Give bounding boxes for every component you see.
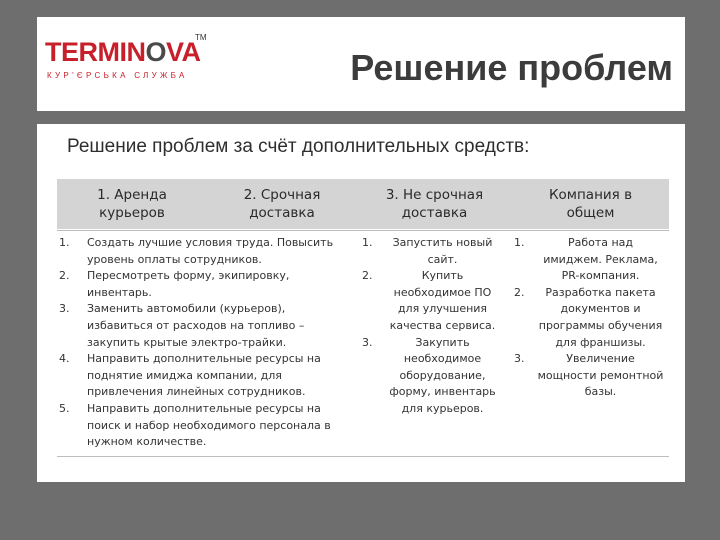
list-item: 1. Создать лучшие условия труда. Повысить уровень оплаты сотрудников. <box>59 236 334 266</box>
list-item: 2. Купить необходимое ПО для улучшения качества сервиса. <box>362 269 496 332</box>
table-header <box>57 179 669 229</box>
logo-wordmark: TERMINOVA <box>45 37 201 67</box>
list-item: 3. Закупить необходимое оборудование, форму, инвентарь для курьеров. <box>362 335 496 415</box>
column-header-1: 1. Аренда курьеров <box>97 187 167 221</box>
column-3-list <box>360 235 500 418</box>
list-item: 3. Увеличение мощности ремонтной базы. <box>514 352 664 399</box>
logo-subtitle: КУР'ЄРСЬКА СЛУЖБА <box>47 71 188 80</box>
slide-title: Решение проблем <box>350 47 673 88</box>
list-item: 3. Заменить автомобили (курьеров), избавиться от расходов на топливо – закупить крытые электро-трайки. <box>59 302 305 349</box>
content-panel <box>37 124 685 482</box>
terminova-logo <box>45 33 225 93</box>
list-item: 5. Направить дополнительные ресурсы на поиск и набор необходимого персонала в нужном количестве. <box>59 401 331 449</box>
column-header-4: Компания в общем <box>548 187 633 221</box>
list-item: 1. Запустить новый сайт. <box>362 236 493 266</box>
list-item: 2. Разработка пакета документов и программы обучения для франшизы. <box>514 285 663 349</box>
column-4-list <box>512 235 664 401</box>
column-1-list <box>57 235 347 451</box>
list-item: 1. Работа над имиджем. Реклама, PR-компания. <box>514 236 658 283</box>
column-header-3: 3. Не срочная доставка <box>385 187 484 221</box>
header-panel <box>37 17 685 111</box>
list-item: 4. Направить дополнительные ресурсы на поднятие имиджа компании, для привлечения линейных сотрудников. <box>59 352 321 399</box>
list-item: 2. Пересмотреть форму, экипировку, инвентарь. <box>59 269 290 299</box>
logo-trademark: TM <box>195 33 207 42</box>
content-subtitle: Решение проблем за счёт дополнительных средств: <box>67 136 530 157</box>
column-header-2: 2. Срочная доставка <box>243 187 321 221</box>
table-body <box>57 231 669 457</box>
